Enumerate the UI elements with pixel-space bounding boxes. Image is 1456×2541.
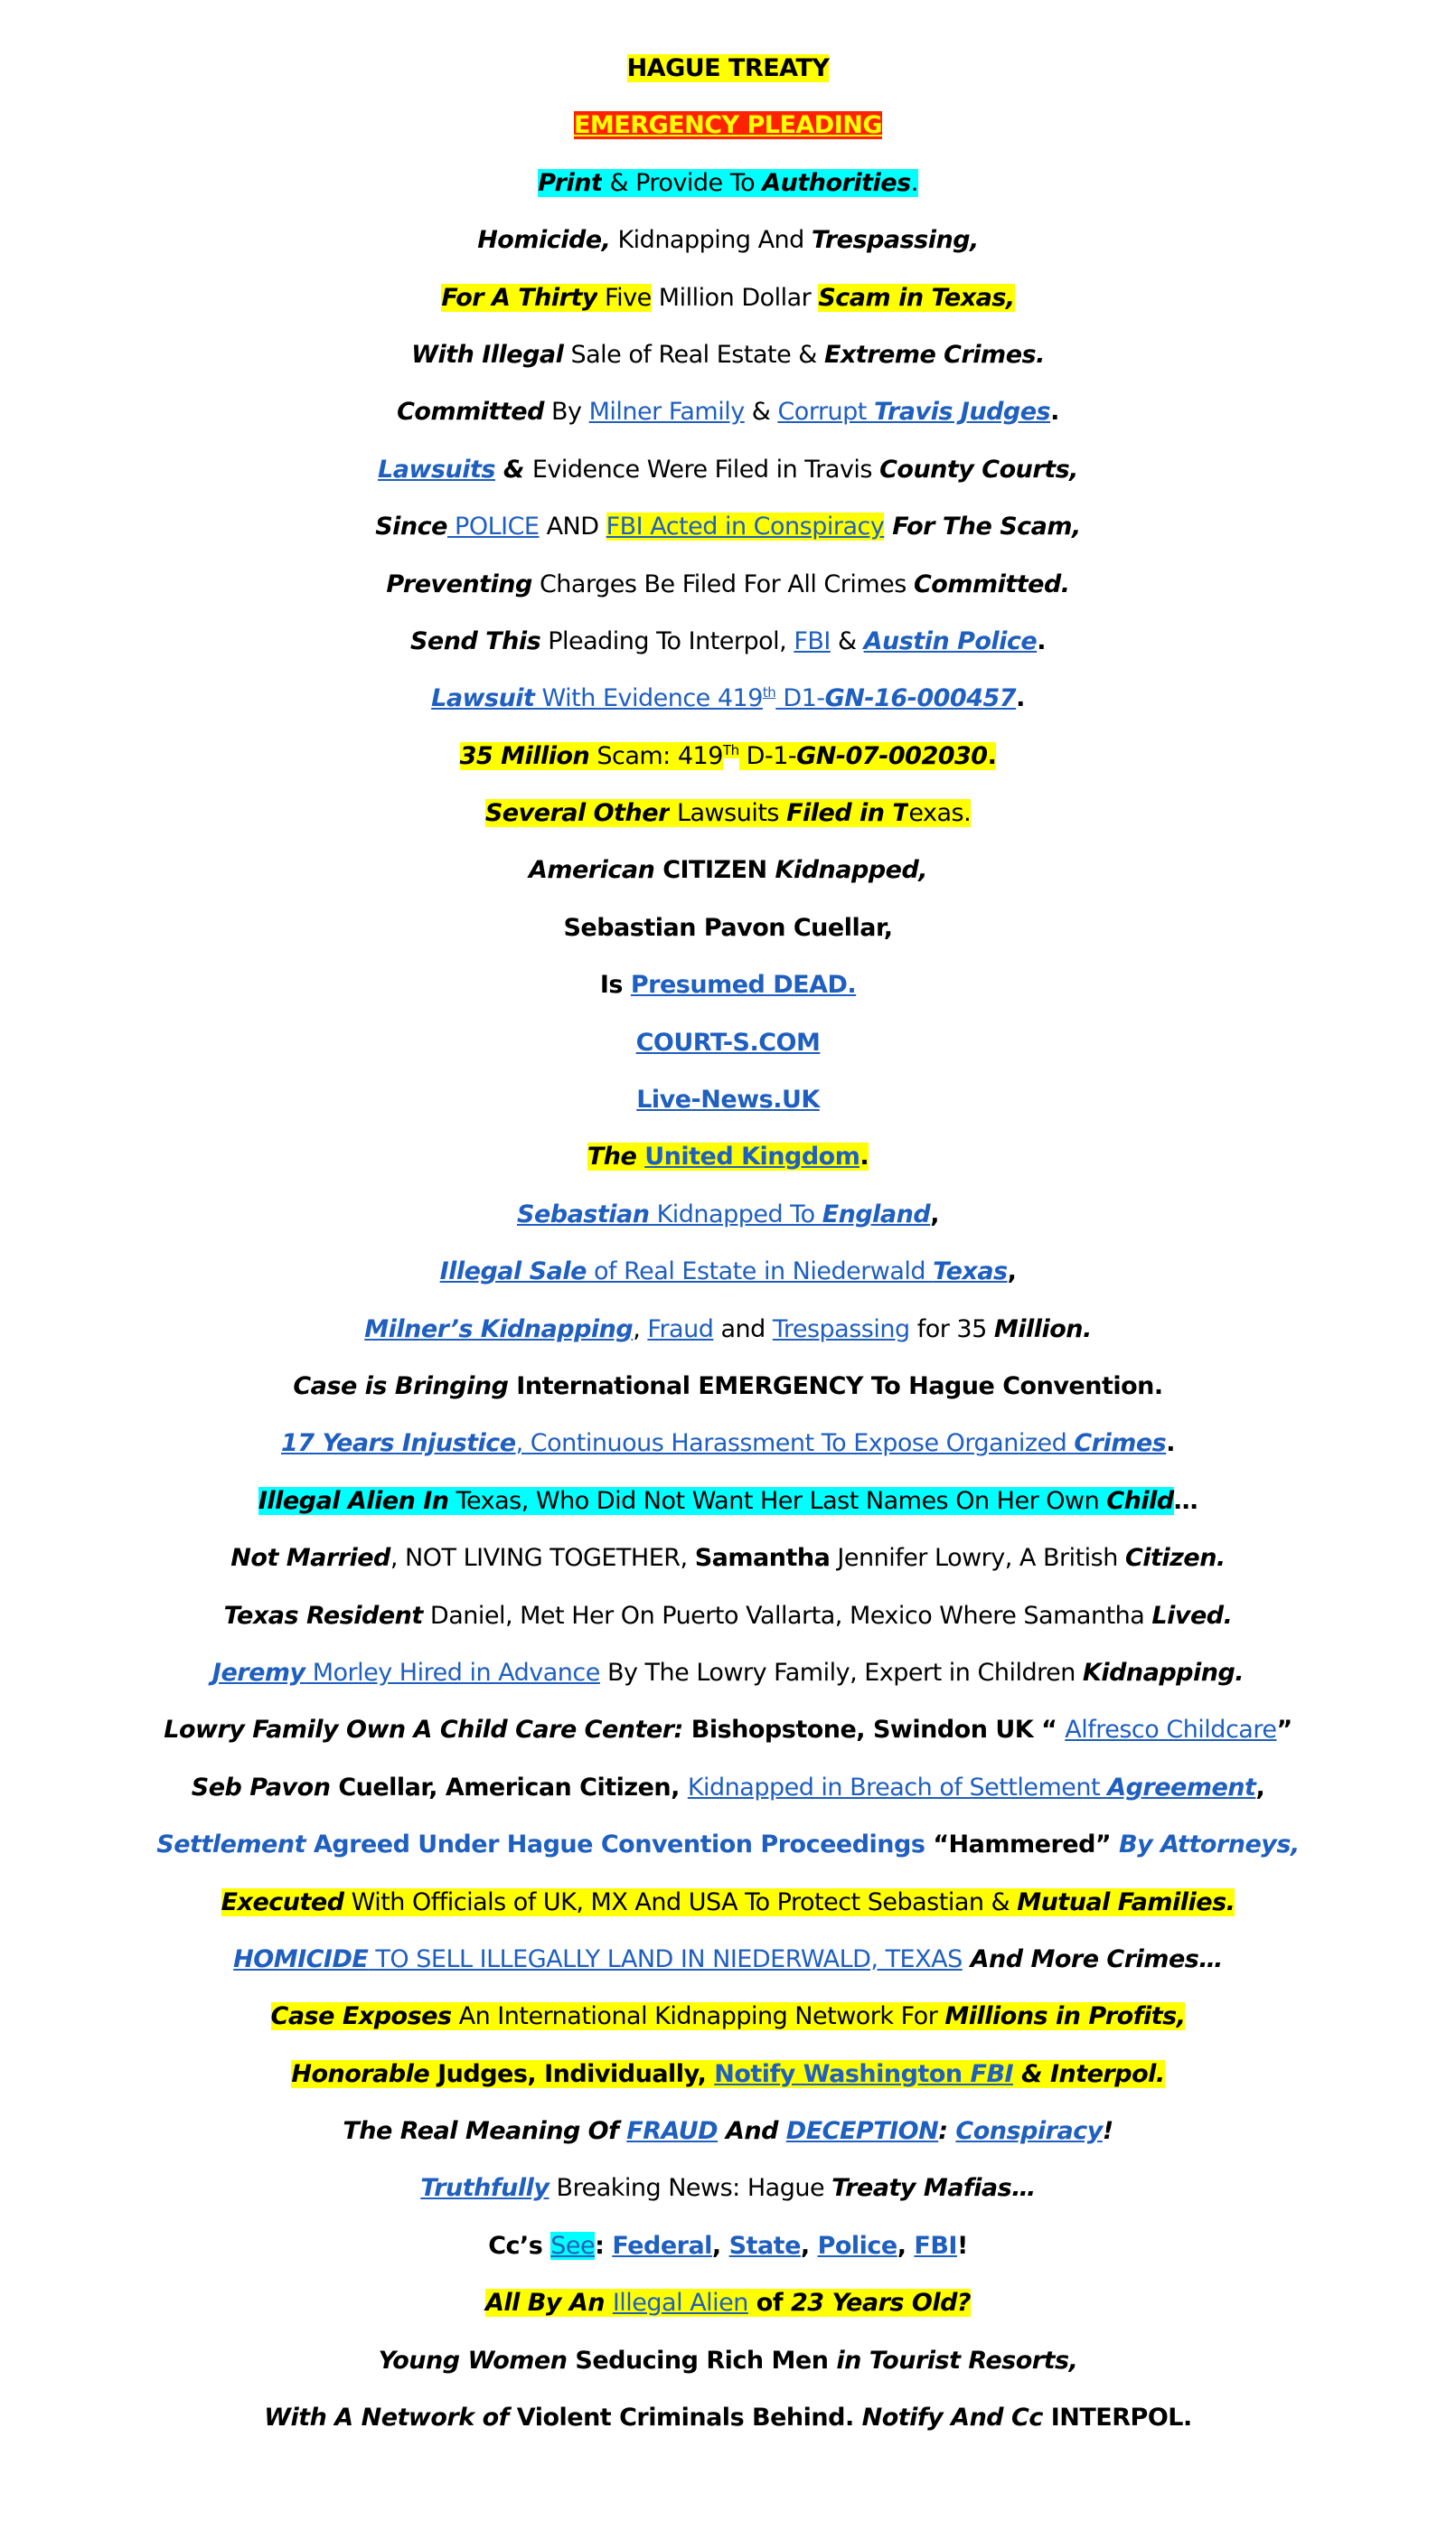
- text-segment: Texas Resident: [223, 1601, 423, 1630]
- text-segment: Treaty Mafias…: [831, 2174, 1036, 2203]
- text-segment: Scam: 419: [589, 741, 723, 770]
- text-link[interactable]: Sebastian: [517, 1200, 650, 1228]
- text-link[interactable]: England: [822, 1200, 931, 1228]
- text-segment: .: [1050, 398, 1059, 427]
- text-segment: County Courts,: [879, 455, 1078, 484]
- text-segment: Filed in T: [786, 799, 909, 828]
- text-segment: Violent Criminals Behind.: [508, 2404, 862, 2433]
- text-link[interactable]: Illegal Alien: [612, 2289, 748, 2318]
- text-segment: Illegal Alien In: [258, 1486, 449, 1515]
- text-segment: For The Scam,: [884, 513, 1081, 541]
- text-link[interactable]: Kidnapped in Breach of Settlement: [687, 1773, 1108, 1802]
- text-link[interactable]: , Continuous Harassment To Expose Organized: [515, 1429, 1075, 1458]
- text-segment: All By An: [484, 2289, 613, 2318]
- text-segment: AND: [539, 513, 606, 541]
- pleading-document: [0, 40, 1456, 2446]
- text-link[interactable]: D1-: [775, 684, 825, 713]
- text-link[interactable]: Milner Family: [588, 398, 745, 427]
- text-segment: Million Dollar: [651, 283, 819, 312]
- text-link[interactable]: Federal: [612, 2231, 712, 2260]
- document-line: [0, 1587, 1456, 1644]
- text-segment: Since: [375, 513, 447, 541]
- text-segment: Pleading To Interpol,: [540, 626, 794, 655]
- text-segment: Settlement: [156, 1830, 305, 1859]
- document-line: [0, 1358, 1456, 1415]
- text-segment: Print: [538, 168, 603, 197]
- text-segment: Not Married: [230, 1544, 390, 1573]
- document-line: [0, 1415, 1456, 1472]
- text-segment: D-1-: [738, 741, 797, 770]
- text-segment: Daniel, Met Her On Puerto Vallarta, Mexico Where Samantha: [422, 1601, 1152, 1630]
- text-segment: By Attorneys,: [1111, 1830, 1300, 1859]
- text-segment: Child: [1106, 1486, 1174, 1515]
- text-segment: Citizen.: [1124, 1544, 1226, 1573]
- document-line: [0, 1816, 1456, 1873]
- text-segment: .: [1166, 1429, 1176, 1458]
- document-line: [0, 2389, 1456, 2446]
- document-line: [0, 1874, 1456, 1931]
- text-link[interactable]: th: [762, 684, 776, 701]
- text-segment: ”: [1276, 1716, 1292, 1745]
- text-link[interactable]: With Evidence 419: [534, 684, 763, 713]
- text-segment: ,: [1255, 1773, 1265, 1802]
- text-link[interactable]: 17 Years Injustice: [280, 1429, 516, 1458]
- text-segment: Five: [596, 283, 652, 312]
- document-line: [0, 155, 1456, 212]
- text-link[interactable]: Illegal Sale: [439, 1257, 587, 1286]
- text-segment: Kidnapped,: [775, 856, 928, 885]
- document-line: [0, 1243, 1456, 1300]
- text-segment: With A Network of: [264, 2404, 509, 2433]
- text-link[interactable]: FBI: [794, 626, 831, 655]
- text-link[interactable]: POLICE: [446, 513, 540, 541]
- text-link[interactable]: Agreement: [1107, 1773, 1256, 1802]
- text-segment: And: [718, 2117, 786, 2146]
- text-link[interactable]: DECEPTION: [785, 2117, 939, 2146]
- text-segment: .: [860, 1143, 869, 1172]
- document-line: [0, 670, 1456, 727]
- text-segment: .: [987, 741, 997, 770]
- text-segment: Lawsuits: [669, 799, 787, 828]
- text-segment: Send This: [409, 626, 541, 655]
- text-segment: Extreme Crimes.: [823, 340, 1045, 369]
- document-line: [0, 1071, 1456, 1128]
- text-segment: Notify And Cc: [861, 2404, 1043, 2433]
- document-line: [0, 2217, 1456, 2274]
- text-link[interactable]: Jeremy: [211, 1658, 305, 1687]
- text-segment: & Interpol.: [1013, 2059, 1165, 2088]
- text-segment: and: [713, 1314, 773, 1343]
- text-segment: & Provide To: [602, 168, 763, 197]
- text-segment: ,: [930, 1200, 939, 1228]
- document-line: [0, 899, 1456, 956]
- text-segment: Kidnapping.: [1082, 1658, 1245, 1687]
- text-segment: …: [1173, 1486, 1198, 1515]
- text-link[interactable]: Police: [817, 2231, 897, 2260]
- text-segment: .: [910, 168, 918, 197]
- text-segment: Jennifer Lowry, A British: [830, 1544, 1125, 1573]
- text-link[interactable]: Lawsuits: [378, 455, 495, 484]
- text-segment: Executed: [221, 1887, 344, 1916]
- text-segment: Committed.: [913, 569, 1070, 598]
- text-segment: Honorable: [291, 2059, 430, 2088]
- text-segment: 23 Years Old?: [791, 2289, 972, 2318]
- text-segment: EMERGENCY PLEADING: [573, 111, 883, 140]
- text-segment: Million.: [993, 1314, 1092, 1343]
- document-line: [0, 441, 1456, 498]
- text-segment: An International Kidnapping Network For: [451, 2002, 945, 2031]
- document-line: [0, 269, 1456, 326]
- document-line: [0, 212, 1456, 268]
- text-link[interactable]: COURT-S.COM: [635, 1028, 821, 1057]
- text-link[interactable]: Crimes: [1074, 1429, 1167, 1458]
- text-segment: By The Lowry Family, Expert in Children: [599, 1658, 1083, 1687]
- text-segment: :: [595, 2231, 613, 2260]
- document-line: [0, 785, 1456, 842]
- text-link[interactable]: State: [728, 2231, 801, 2260]
- text-link[interactable]: HOMICIDE: [233, 1944, 369, 1973]
- text-segment: 35 Million: [459, 741, 590, 770]
- text-segment: ,: [711, 2231, 729, 2260]
- document-line: [0, 1128, 1456, 1185]
- text-segment: Breaking News: Hague: [549, 2174, 832, 2203]
- text-link[interactable]: Notify Washington: [714, 2059, 971, 2088]
- text-segment: GN-07-002030: [796, 741, 988, 770]
- document-line: [0, 613, 1456, 670]
- text-segment: :: [938, 2117, 956, 2146]
- text-segment: Is: [599, 971, 631, 1000]
- document-line: [0, 1529, 1456, 1586]
- text-segment: Agreed Under Hague Convention Proceedings: [305, 1830, 934, 1859]
- text-segment: ,: [897, 2231, 915, 2260]
- text-segment: , NOT LIVING TOGETHER,: [390, 1544, 695, 1573]
- text-segment: Young Women: [378, 2346, 568, 2375]
- document-line: [0, 842, 1456, 899]
- text-link[interactable]: FBI Acted in Conspiracy: [606, 513, 885, 541]
- text-link[interactable]: of Real Estate in Niederwald: [586, 1257, 934, 1286]
- text-segment: of: [747, 2289, 791, 2318]
- text-link[interactable]: Truthfully: [420, 2174, 550, 2203]
- text-link[interactable]: See: [550, 2231, 596, 2260]
- text-segment: Committed: [397, 398, 544, 427]
- text-segment: Texas, Who Did Not Want Her Last Names On Her Own: [448, 1486, 1107, 1515]
- text-segment: The: [587, 1143, 645, 1172]
- text-link[interactable]: Austin Police: [863, 626, 1038, 655]
- text-segment: !: [956, 2231, 968, 2260]
- text-link[interactable]: GN-16-000457: [824, 684, 1017, 713]
- text-link[interactable]: Fraud: [647, 1314, 714, 1343]
- text-segment: CITIZEN: [654, 856, 775, 885]
- text-segment: Bishopstone, Swindon UK “: [682, 1716, 1066, 1745]
- document-line: [0, 1014, 1456, 1071]
- text-link[interactable]: Morley Hired in Advance: [305, 1658, 600, 1687]
- text-segment: for 35: [909, 1314, 994, 1343]
- text-segment: !: [1102, 2117, 1113, 2146]
- text-segment: American: [528, 856, 655, 885]
- document-line: [0, 326, 1456, 383]
- document-line: [0, 1301, 1456, 1358]
- document-line: [0, 1644, 1456, 1701]
- text-segment: With Officials of UK, MX And USA To Protect Sebastian &: [343, 1887, 1018, 1916]
- text-link[interactable]: United Kingdom: [644, 1143, 860, 1172]
- text-segment: Millions in Profits,: [944, 2002, 1186, 2031]
- text-segment: &: [744, 398, 778, 427]
- text-segment: With Illegal: [411, 340, 564, 369]
- text-link[interactable]: Conspiracy: [955, 2117, 1103, 2146]
- text-segment: Lowry Family Own A Child Care Center:: [164, 1716, 683, 1745]
- text-segment: Lived.: [1151, 1601, 1233, 1630]
- document-line: [0, 1988, 1456, 2045]
- text-segment: .: [1016, 684, 1025, 713]
- text-segment: Seducing Rich Men: [567, 2346, 837, 2375]
- text-segment: Judges, Individually,: [429, 2059, 715, 2088]
- document-line: [0, 2103, 1456, 2160]
- text-segment: Th: [722, 741, 739, 758]
- text-link[interactable]: Lawsuit: [431, 684, 535, 713]
- document-line: [0, 1473, 1456, 1529]
- text-segment: “Hammered”: [933, 1830, 1112, 1859]
- text-segment: ,: [1007, 1257, 1017, 1286]
- document-line: [0, 2274, 1456, 2331]
- text-segment: Preventing: [386, 569, 532, 598]
- document-line: [0, 728, 1456, 785]
- document-line: [0, 2332, 1456, 2389]
- text-segment: Homicide,: [477, 226, 611, 255]
- document-line: [0, 1701, 1456, 1758]
- document-line: [0, 40, 1456, 97]
- document-line: [0, 383, 1456, 440]
- text-link[interactable]: Milner’s Kidnapping: [364, 1314, 634, 1343]
- document-line: [0, 1931, 1456, 1988]
- text-segment: Mutual Families.: [1017, 1887, 1235, 1916]
- text-segment: &: [830, 626, 864, 655]
- text-segment: Several Other: [484, 799, 670, 828]
- text-segment: Scam in Texas,: [818, 283, 1015, 312]
- text-segment: Sebastian Pavon Cuellar,: [563, 913, 893, 942]
- text-segment: The Real Meaning Of: [343, 2117, 627, 2146]
- text-link[interactable]: TO SELL ILLEGALLY LAND IN NIEDERWALD, TEXAS: [368, 1944, 963, 1973]
- text-link[interactable]: FBI: [970, 2059, 1014, 2088]
- text-segment: .: [1037, 626, 1047, 655]
- text-segment: Charges Be Filed For All Crimes: [531, 569, 914, 598]
- text-link[interactable]: Presumed DEAD.: [630, 971, 857, 1000]
- text-link[interactable]: Corrupt: [777, 398, 874, 427]
- document-line: [0, 1759, 1456, 1816]
- document-line: [0, 97, 1456, 154]
- text-segment: Cuellar, American Citizen,: [330, 1773, 688, 1802]
- text-segment: Authorities: [762, 168, 911, 197]
- text-link[interactable]: FBI: [914, 2231, 957, 2260]
- text-segment: For A Thirty: [441, 283, 597, 312]
- text-segment: Sale of Real Estate &: [563, 340, 824, 369]
- document-line: [0, 956, 1456, 1013]
- text-segment: By: [543, 398, 589, 427]
- text-segment: HAGUE TREATY: [626, 54, 830, 82]
- document-line: [0, 2046, 1456, 2103]
- text-segment: INTERPOL.: [1042, 2404, 1192, 2433]
- document-line: [0, 498, 1456, 555]
- text-segment: International EMERGENCY To Hague Convention.: [508, 1371, 1163, 1400]
- text-segment: in Tourist Resorts,: [836, 2346, 1078, 2375]
- text-segment: Samantha: [694, 1544, 831, 1573]
- text-link[interactable]: FRAUD: [626, 2117, 719, 2146]
- text-segment: ,: [633, 1314, 648, 1343]
- text-link[interactable]: Kidnapped To: [649, 1200, 822, 1228]
- text-link[interactable]: Travis Judges: [873, 398, 1051, 427]
- text-segment: Evidence Were Filed in Travis: [531, 455, 880, 484]
- text-segment: Case Exposes: [270, 2002, 452, 2031]
- document-line: [0, 556, 1456, 613]
- document-line: [0, 1186, 1456, 1243]
- text-segment: Kidnapping And: [610, 226, 812, 255]
- text-segment: &: [494, 455, 532, 484]
- text-segment: Case is Bringing: [293, 1371, 509, 1400]
- text-link[interactable]: Texas: [933, 1257, 1008, 1286]
- text-segment: And More Crimes…: [962, 1944, 1223, 1973]
- text-link[interactable]: Trespassing: [772, 1314, 910, 1343]
- text-segment: Cc’s: [488, 2231, 551, 2260]
- text-link[interactable]: Live-News.UK: [636, 1086, 820, 1115]
- document-line: [0, 2160, 1456, 2216]
- text-segment: Trespassing,: [811, 226, 979, 255]
- text-segment: ,: [800, 2231, 818, 2260]
- text-segment: exas.: [908, 799, 972, 828]
- text-link[interactable]: Alfresco Childcare: [1065, 1716, 1277, 1745]
- text-segment: Seb Pavon: [191, 1773, 331, 1802]
